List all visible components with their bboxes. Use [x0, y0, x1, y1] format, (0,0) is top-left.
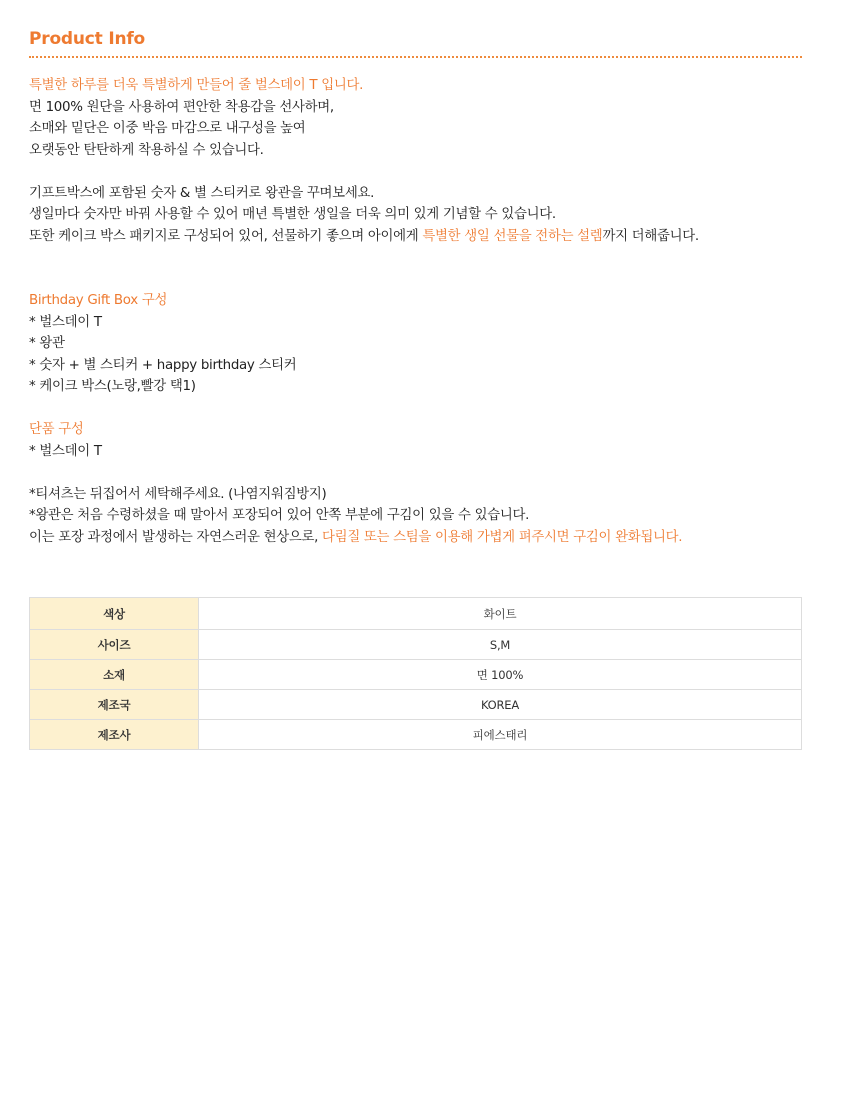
note-text: 이는 포장 과정에서 발생하는 자연스러운 현상으로, [29, 529, 323, 545]
spec-label: 제조국 [30, 690, 199, 720]
intro-line: 소매와 밑단은 이중 박음 마감으로 내구성을 높여 [29, 121, 306, 136]
gift-text: 까지 더해줍니다. [602, 228, 699, 244]
gift-line: 기프트박스에 포함된 숫자 & 별 스티커로 왕관을 꾸며보세요. [29, 185, 375, 201]
giftbox-item: * 벌스데이 T [29, 314, 102, 330]
section-title: Product Info [29, 29, 146, 49]
giftbox-item: * 왕관 [29, 336, 65, 351]
spec-table [29, 597, 802, 750]
table-row [30, 598, 802, 630]
giftbox-item: * 케이크 박스(노랑,빨강 택1) [29, 379, 196, 394]
note-line: *티셔츠는 뒤집어서 세탁해주세요. (나염지워짐방지) [29, 486, 327, 502]
intro-line: 면 100% 원단을 사용하여 편안한 착용감을 선사하며, [29, 99, 334, 115]
spec-value: 화이트 [199, 598, 802, 630]
spec-value: 피에스태리 [199, 720, 802, 750]
single-heading: 단품 구성 [29, 422, 84, 437]
spec-value: S,M [199, 630, 802, 660]
gift-text: 또한 케이크 박스 패키지로 구성되어 있어, 선물하기 좋으며 아이에게 [29, 228, 423, 244]
dotted-divider [29, 56, 802, 58]
product-info-section [29, 26, 802, 548]
spec-value: 면 100% [199, 660, 802, 690]
table-row [30, 720, 802, 750]
spec-label: 사이즈 [30, 630, 199, 660]
intro-headline: 특별한 하루를 더욱 특별하게 만들어 줄 벌스데이 T 입니다. [29, 78, 364, 93]
gift-line [29, 226, 802, 248]
note-line [29, 527, 802, 549]
intro-line: 오랫동안 탄탄하게 착용하실 수 있습니다. [29, 142, 264, 158]
table-row [30, 630, 802, 660]
giftbox-item: * 숫자 + 별 스티커 + happy birthday 스티커 [29, 357, 297, 373]
description [29, 75, 802, 548]
spec-label: 소재 [30, 660, 199, 690]
spec-label: 제조사 [30, 720, 199, 750]
gift-highlight: 특별한 생일 선물을 전하는 설렘 [422, 228, 603, 244]
single-item: * 벌스데이 T [29, 443, 102, 459]
note-line: *왕관은 처음 수령하셨을 때 말아서 포장되어 있어 안쪽 부분에 구김이 있을 수 있습니다. [29, 508, 530, 523]
table-row [30, 690, 802, 720]
note-highlight: 다림질 또는 스팀을 이용해 가볍게 펴주시면 구김이 완화됩니다. [322, 529, 683, 545]
giftbox-heading: Birthday Gift Box 구성 [29, 293, 168, 308]
table-row [30, 660, 802, 690]
gift-line: 생일마다 숫자만 바꿔 사용할 수 있어 매년 특별한 생일을 더욱 의미 있게 기념할 수 있습니다. [29, 207, 556, 222]
spec-label: 색상 [30, 598, 199, 630]
spec-value: KOREA [199, 690, 802, 720]
